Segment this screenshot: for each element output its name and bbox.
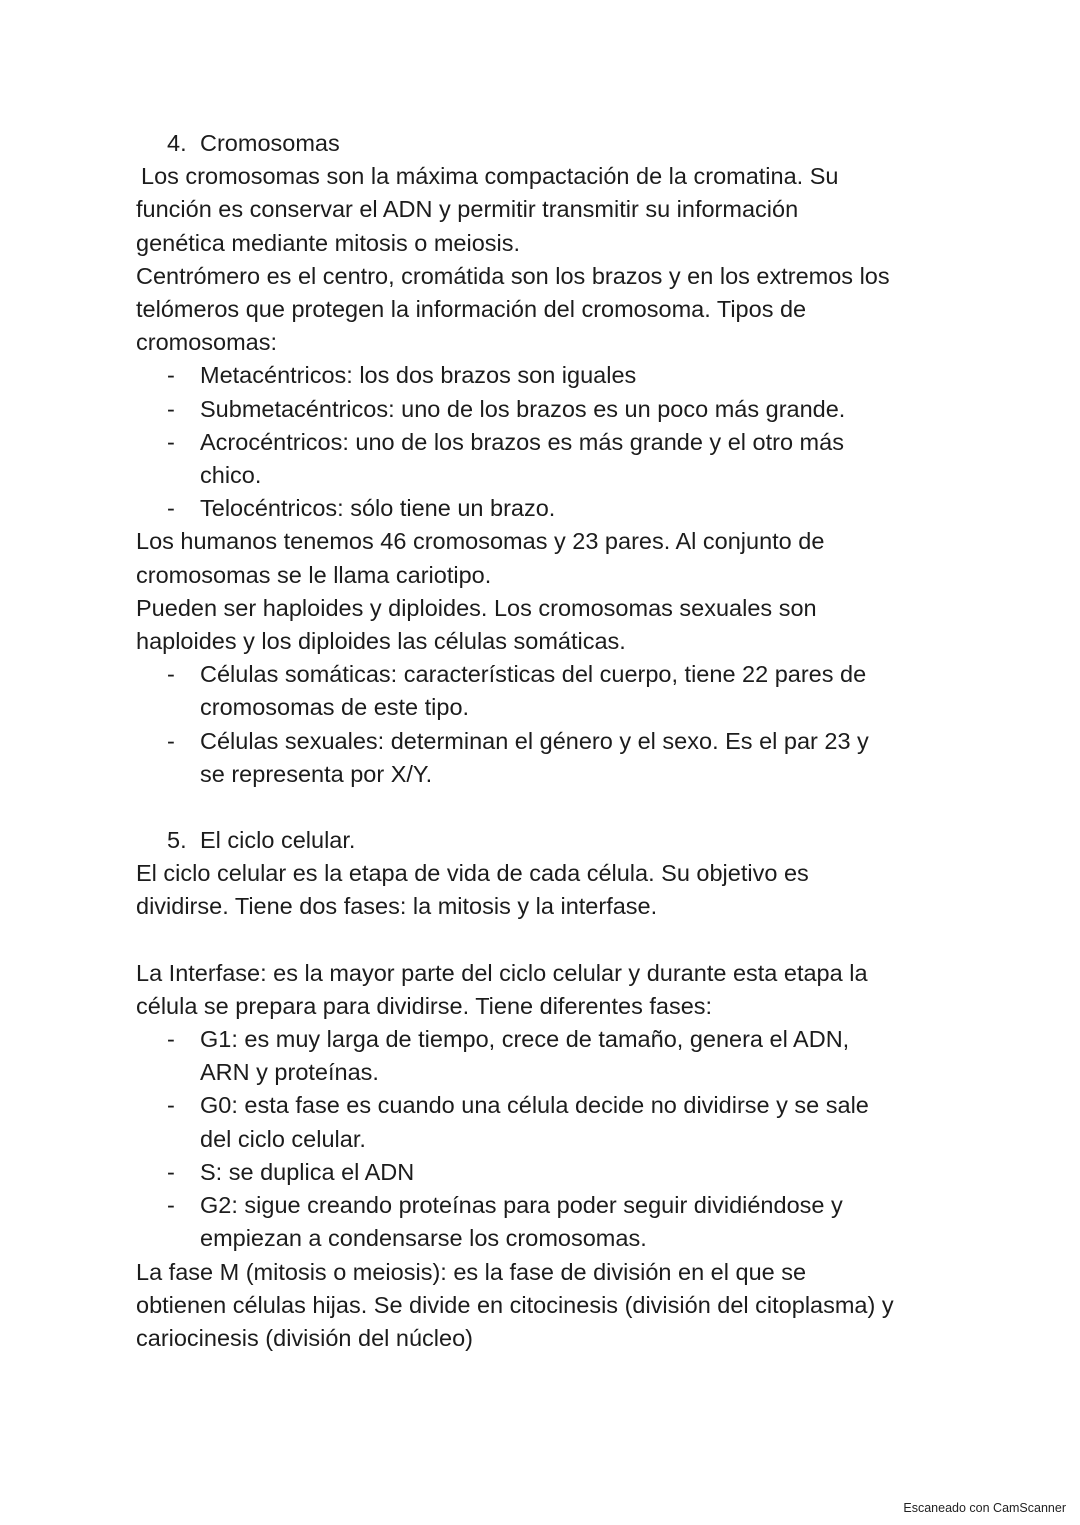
interphase-phases-list [136, 1023, 956, 1255]
section-4-number: 4. [167, 130, 187, 156]
interphase-paragraph [136, 957, 956, 1023]
text-line: cariocinesis (división del núcleo) [136, 1324, 473, 1351]
section-5-number: 5. [167, 827, 187, 854]
bullet-dash: - [167, 395, 175, 422]
text-line: función es conservar el ADN y permitir transmitir su información [136, 196, 799, 223]
text-line: Células somáticas: características del cuerpo, tiene 22 pares de [200, 661, 867, 688]
text-line: Los humanos tenemos 46 cromosomas y 23 pares. Al conjunto de [136, 528, 825, 555]
bullet-dash: - [167, 1092, 175, 1119]
bullet-dash: - [167, 661, 175, 688]
section-4-heading [136, 127, 956, 160]
text-line: obtienen células hijas. Se divide en citocinesis (división del citoplasma) y [136, 1291, 894, 1318]
text-line: G1: es muy larga de tiempo, crece de tamaño, genera el ADN, [200, 1026, 850, 1053]
text-line: La fase M (mitosis o meiosis): es la fase de división en el que se [136, 1258, 807, 1285]
text-line: Telocéntricos: sólo tiene un brazo. [200, 495, 556, 522]
spacer [136, 924, 956, 957]
list-item [136, 426, 956, 492]
text-line: Submetacéntricos: uno de los brazos es un poco más grande. [200, 395, 846, 422]
scanner-watermark: Escaneado con CamScanner [903, 1501, 1066, 1515]
list-item [136, 492, 956, 525]
bullet-dash: - [167, 1158, 175, 1185]
text-line: El ciclo celular es la etapa de vida de cada célula. Su objetivo es [136, 860, 809, 887]
text-line: chico. [200, 462, 262, 489]
section-4-intro [136, 160, 956, 260]
text-line: S: se duplica el ADN [200, 1158, 415, 1185]
list-item [136, 393, 956, 426]
text-line: Metacéntricos: los dos brazos son iguales [200, 362, 637, 389]
bullet-dash: - [167, 1192, 175, 1219]
text-line: cromosomas: [136, 329, 278, 356]
text-line: La Interfase: es la mayor parte del ciclo celular y durante esta etapa la [136, 959, 868, 986]
text-line: ARN y proteínas. [200, 1059, 379, 1086]
section-4-ploidy [136, 592, 956, 658]
bullet-dash: - [167, 727, 175, 754]
text-line: empiezan a condensarse los cromosomas. [200, 1225, 647, 1252]
list-item [136, 658, 956, 724]
text-line: se representa por X/Y. [200, 760, 433, 787]
list-item [136, 1023, 956, 1089]
text-line: G0: esta fase es cuando una célula decide no dividirse y se sale [200, 1092, 869, 1119]
text-line: del ciclo celular. [200, 1125, 366, 1152]
text-line: célula se prepara para dividirse. Tiene diferentes fases: [136, 992, 713, 1019]
list-item [136, 1189, 956, 1255]
chromosome-types-list [136, 359, 956, 525]
text-line: telómeros que protegen la información del cromosoma. Tipos de [136, 296, 807, 323]
bullet-dash: - [167, 495, 175, 522]
cell-types-list [136, 658, 956, 791]
bullet-dash: - [167, 1026, 175, 1053]
text-line: dividirse. Tiene dos fases: la mitosis y la interfase. [136, 893, 658, 920]
text-line: haploides y los diploides las células somáticas. [136, 628, 626, 655]
m-phase-paragraph [136, 1256, 956, 1356]
text-line: Acrocéntricos: uno de los brazos es más grande y el otro más [200, 428, 844, 455]
section-5-intro [136, 857, 956, 923]
text-line: Pueden ser haploides y diploides. Los cromosomas sexuales son [136, 594, 817, 621]
list-item [136, 1156, 956, 1189]
document-body [136, 127, 956, 1355]
section-4-structure [136, 260, 956, 360]
section-4-title: Cromosomas [200, 130, 340, 156]
bullet-dash: - [167, 428, 175, 455]
section-5-title: El ciclo celular. [200, 827, 356, 854]
text-line: genética mediante mitosis o meiosis. [136, 229, 521, 256]
spacer [136, 791, 956, 824]
list-item [136, 359, 956, 392]
text-line: G2: sigue creando proteínas para poder seguir dividiéndose y [200, 1192, 843, 1219]
bullet-dash: - [167, 362, 175, 389]
list-item [136, 1089, 956, 1155]
section-4-humans [136, 525, 956, 591]
text-line: Células sexuales: determinan el género y el sexo. Es el par 23 y [200, 727, 869, 754]
section-5-heading [136, 824, 956, 857]
text-line: cromosomas se le llama cariotipo. [136, 561, 492, 588]
text-line: cromosomas de este tipo. [200, 694, 470, 721]
list-item [136, 725, 956, 791]
text-line: Los cromosomas son la máxima compactación de la cromatina. Su [141, 163, 839, 190]
text-line: Centrómero es el centro, cromátida son los brazos y en los extremos los [136, 262, 890, 289]
